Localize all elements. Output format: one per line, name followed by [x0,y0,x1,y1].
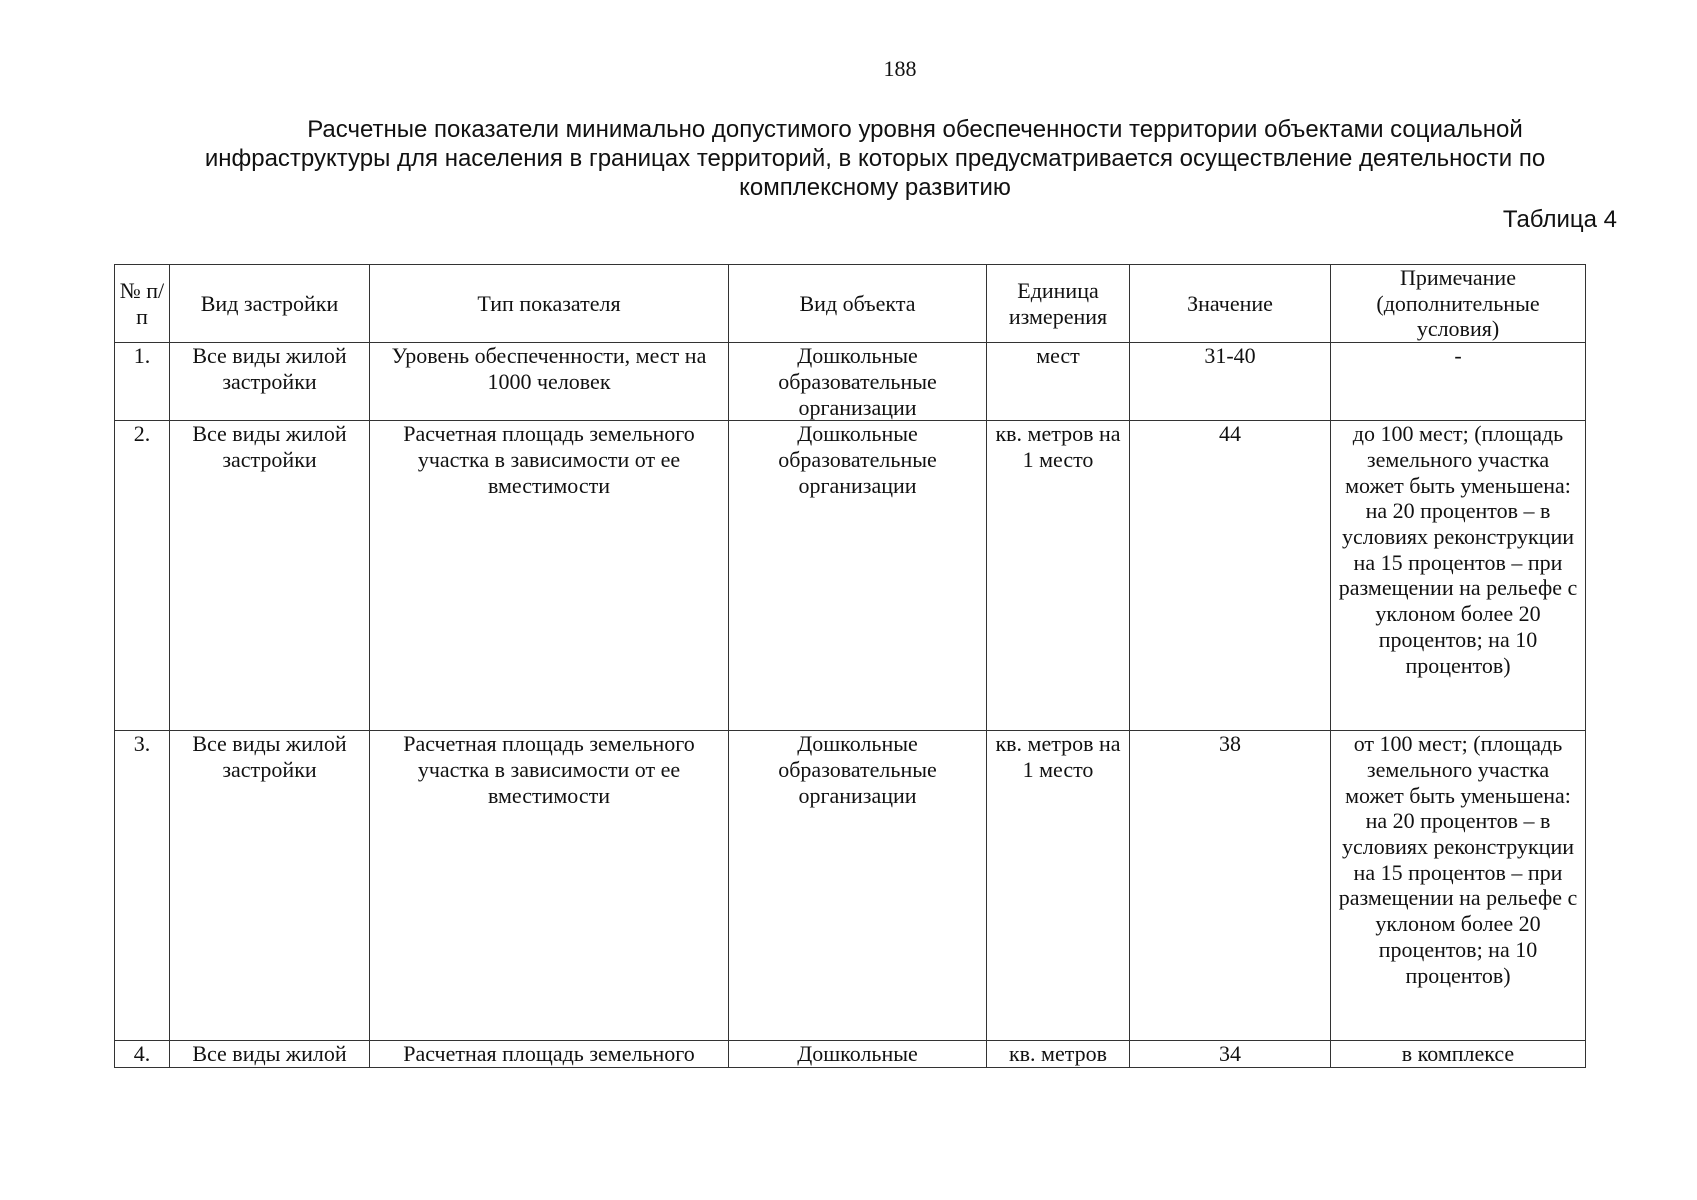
header-value: Значение [1130,265,1331,343]
table-row [115,731,1586,1041]
cell-indicator-type: Расчетная площадь земельного участка в зависимости от ее вместимости [370,421,729,731]
page-number: 188 [883,56,917,81]
indicators-table [114,264,1586,1068]
document-title [140,115,1610,202]
cell-unit: кв. метров на 1 место [987,731,1130,1041]
header-note: Примечание (дополнительные условия) [1331,265,1586,343]
table-label: Таблица 4 [1502,206,1617,233]
cell-note: - [1331,343,1586,421]
cell-value: 38 [1130,731,1331,1041]
cell-indicator-type: Уровень обеспеченности, мест на 1000 человек [370,343,729,421]
header-indicator-type: Тип показателя [370,265,729,343]
cell-development-type: Все виды жилой застройки [170,421,370,731]
cell-number: 3. [115,731,170,1041]
cell-unit: мест [987,343,1130,421]
cell-note: от 100 мест; (площадь земельного участка может быть уменьшена: на 20 процентов – в условиях реконструкции на 15 процентов – при размещении на рельефе с уклоном более 20 процентов; на 10 процентов) [1331,731,1586,1041]
cell-note: в комплексе [1331,1041,1586,1068]
cell-indicator-type: Расчетная площадь земельного участка в зависимости от ее вместимости [370,731,729,1041]
table-row [115,1041,1586,1068]
title-line-2: инфраструктуры для населения в границах территорий, в которых предусматривается осуществление деятельности по [204,145,1546,172]
cell-development-type: Все виды жилой застройки [170,731,370,1041]
cell-development-type: Все виды жилой застройки [170,343,370,421]
table-row [115,421,1586,731]
title-line-1: Расчетные показатели минимально допустимого уровня обеспеченности территории объектами социальной [307,116,1523,143]
table-row [115,343,1586,421]
cell-note: до 100 мест; (площадь земельного участка может быть уменьшена: на 20 процентов – в условиях реконструкции на 15 процентов – при размещении на рельефе с уклоном более 20 процентов; на 10 процентов) [1331,421,1586,731]
cell-value: 44 [1130,421,1331,731]
cell-number: 4. [115,1041,170,1068]
cell-number: 2. [115,421,170,731]
cell-object-type: Дошкольные образовательные организации [729,421,987,731]
title-line-3: комплексному развитию [739,174,1011,201]
cell-object-type: Дошкольные [729,1041,987,1068]
cell-development-type: Все виды жилой [170,1041,370,1068]
cell-unit: кв. метров [987,1041,1130,1068]
cell-value: 31-40 [1130,343,1331,421]
cell-value: 34 [1130,1041,1331,1068]
header-number: № п/п [115,265,170,343]
table-header-row [115,265,1586,343]
cell-number: 1. [115,343,170,421]
header-development-type: Вид застройки [170,265,370,343]
cell-indicator-type: Расчетная площадь земельного [370,1041,729,1068]
header-unit: Единица измерения [987,265,1130,343]
header-object-type: Вид объекта [729,265,987,343]
cell-object-type: Дошкольные образовательные организации [729,731,987,1041]
cell-unit: кв. метров на 1 место [987,421,1130,731]
cell-object-type: Дошкольные образовательные организации [729,343,987,421]
